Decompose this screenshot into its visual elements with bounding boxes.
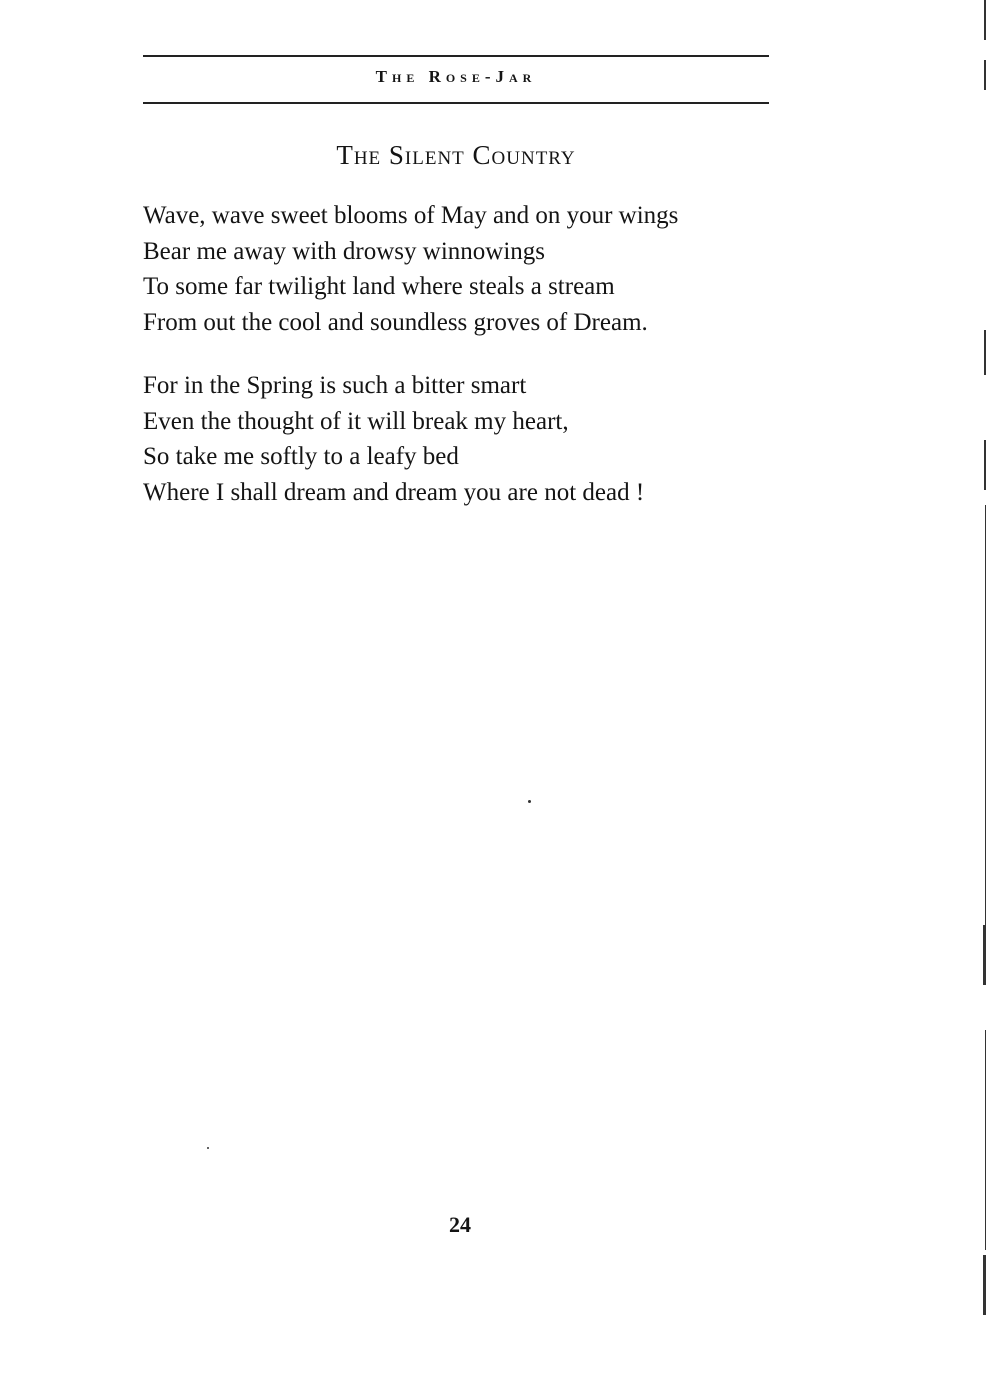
poem-line: For in the Spring is such a bitter smart xyxy=(143,372,527,399)
header-rule-bottom xyxy=(143,102,769,104)
scan-edge-mark xyxy=(984,440,986,490)
poem-line: Wave, wave sweet blooms of May and on your wings xyxy=(143,202,679,229)
poem-line: So take me softly to a leafy bed xyxy=(143,443,459,470)
poem-line: Even the thought of it will break my heart, xyxy=(143,407,569,435)
poem-title: The Silent Country xyxy=(336,140,576,170)
page-number: 24 xyxy=(449,1212,471,1237)
poem-line: From out the cool and soundless groves of Dream. xyxy=(143,308,648,336)
scan-speck xyxy=(207,1147,209,1149)
scan-edge-mark xyxy=(985,1030,986,1250)
poem-line: To some far twilight land where steals a stream xyxy=(143,273,615,300)
running-head: The Rose-Jar xyxy=(375,67,537,86)
scan-edge-mark xyxy=(984,0,986,40)
header-rule-top xyxy=(143,55,769,57)
stanza-2 xyxy=(143,368,803,510)
scan-edge-mark xyxy=(984,330,986,375)
scan-edge-mark xyxy=(983,925,986,985)
scan-edge-mark xyxy=(985,505,986,925)
poem-line: Where I shall dream and dream you are not dead ! xyxy=(143,478,645,506)
scan-edge-mark xyxy=(984,60,986,90)
scan-edge-mark xyxy=(983,1255,986,1315)
stanza-1 xyxy=(143,198,803,340)
scan-speck xyxy=(528,800,531,803)
poem-line: Bear me away with drowsy winnowings xyxy=(143,237,546,265)
